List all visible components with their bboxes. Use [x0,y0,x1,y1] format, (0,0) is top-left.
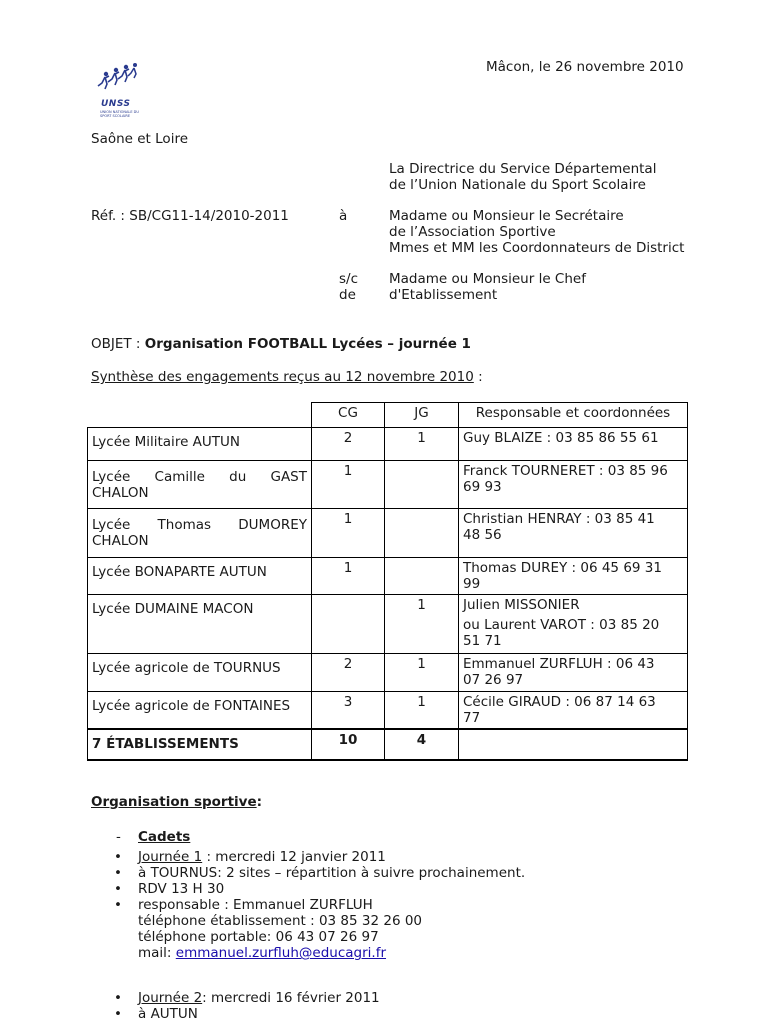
bullet-icon: • [114,990,122,1006]
table-cell-contact [459,654,688,692]
journee-2-list [114,990,380,1022]
table-row [88,461,688,509]
sender-line-2: de l’Union Nationale du Sport Scolaire [389,177,646,193]
logo-text: UNSS [101,99,131,109]
table-row [88,692,688,730]
table-cell-contact-line-1: Thomas DUREY : 06 45 69 31 [463,560,662,576]
table-cell-jg [385,558,459,595]
table-cell-school: Lycée Militaire AUTUN [88,428,312,461]
table-cell-jg [385,509,459,558]
table-header-empty [88,403,312,428]
list-item [114,849,525,865]
bullet-icon: • [114,849,122,865]
table-cell-contact-line-2: 48 56 [463,527,502,543]
table-cell-school [88,509,312,558]
bullet-icon: • [114,865,122,881]
table-cell-jg: 1 [385,654,459,692]
sc-label-1: s/c [339,271,359,287]
sport-heading-suffix: : [256,794,263,810]
table-row [88,595,688,654]
phone-mobile-line: téléphone portable: 06 43 07 26 97 [138,929,379,945]
recipient-line-1: Madame ou Monsieur le Secrétaire [389,208,624,224]
table-header-cg: CG [312,403,385,428]
table-cell-school-line-1: Lycée Camille du GAST [92,469,307,485]
phone-school-line: téléphone établissement : 03 85 32 26 00 [138,913,423,929]
table-cell-contact-line-1: Cécile GIRAUD : 06 87 14 63 [463,694,656,710]
table-header-jg: JG [385,403,459,428]
synthesis-heading: Synthèse des engagements reçus au 12 novembre 2010 [91,369,474,385]
object-label: OBJET : [91,336,145,352]
table-cell-school: Lycée agricole de TOURNUS [88,654,312,692]
object-title: Organisation FOOTBALL Lycées – journée 1 [144,336,471,352]
table-cell-cg: 2 [312,428,385,461]
table-cell-school-line-1: Lycée Thomas DUMOREY [92,517,307,533]
logo-subtitle: UNION NATIONALE DU SPORT SCOLAIRE [100,110,139,118]
tournus-text: à TOURNUS: 2 sites – répartition à suivre prochainement. [138,865,526,881]
table-cell-school: Lycée DUMAINE MACON [88,595,312,654]
table-cell-contact [459,692,688,730]
sport-heading-line [91,794,262,810]
table-cell-school-line-2: CHALON [92,533,149,549]
table-cell-cg: 3 [312,692,385,730]
table-cell-jg [385,461,459,509]
table-cell-jg: 1 [385,595,459,654]
bullet-icon: • [114,881,122,897]
list-item [114,881,525,897]
recipient-line-2: de l’Association Sportive [389,224,556,240]
table-cell-contact-line-2: 99 [463,576,481,592]
runners-icon [94,60,142,100]
journee-2-label: Journée 2 [138,990,203,1006]
bullet-icon: • [114,1006,122,1022]
bullet-icon: • [114,897,122,913]
table-cell-contact-line-1: Franck TOURNERET : 03 85 96 [463,463,668,479]
autun-text: à AUTUN [138,1006,198,1022]
table-cell-school: Lycée BONAPARTE AUTUN [88,558,312,595]
table-total-row [88,729,688,760]
table-cell-cg: 1 [312,509,385,558]
mail-label: mail: [138,945,176,961]
reference: Réf. : SB/CG11-14/2010-2011 [91,208,289,224]
synthesis-suffix: : [473,369,483,385]
table-row [88,509,688,558]
cadets-heading: Cadets [138,829,191,845]
table-cell-contact [459,558,688,595]
table-cell-school-line-2: CHALON [92,485,149,501]
table-cell-cg: 1 [312,558,385,595]
sender-line-1: La Directrice du Service Départemental [389,161,657,177]
department: Saône et Loire [91,131,188,147]
list-item [114,990,380,1006]
table-cell-school [88,461,312,509]
sport-heading: Organisation sportive [91,794,257,810]
table-cell-contact-line-2: ou Laurent VAROT : 03 85 20 [463,617,660,633]
engagements-table [87,402,688,761]
table-header-contact: Responsable et coordonnées [459,403,688,428]
journee-1-list [114,849,525,961]
table-cell-cg: 1 [312,461,385,509]
mail-link[interactable]: emmanuel.zurfluh@educagri.fr [175,945,387,961]
journee-1-label: Journée 1 [138,849,203,865]
list-item [114,865,525,881]
table-cell-contact [459,595,688,654]
table-row [88,428,688,461]
table-cell-contact-line-2: 07 26 97 [463,672,524,688]
table-row [88,654,688,692]
rdv-text: RDV 13 H 30 [138,881,225,897]
place-date: Mâcon, le 26 novembre 2010 [486,59,684,75]
table-total-label: 7 ÉTABLISSEMENTS [88,729,312,760]
table-header-row [88,403,688,428]
table-cell-contact-line-1: Julien MISSONIER [463,597,580,613]
table-cell-contact: Guy BLAIZE : 03 85 86 55 61 [459,428,688,461]
list-item [114,1006,380,1022]
table-cell-contact-line-1: Christian HENRAY : 03 85 41 [463,511,655,527]
sc-label-2: de [339,287,356,303]
table-total-jg: 4 [385,729,459,760]
table-total-empty [459,729,688,760]
list-item [114,897,525,961]
cadets-dash: - [116,829,121,845]
table-total-cg: 10 [312,729,385,760]
sc-line-2: d'Etablissement [389,287,498,303]
recipient-line-3: Mmes et MM les Coordonnateurs de District [389,240,685,256]
table-cell-contact [459,509,688,558]
journee-1-text: : mercredi 12 janvier 2011 [202,849,386,865]
table-cell-cg [312,595,385,654]
table-cell-jg: 1 [385,692,459,730]
journee-2-text: : mercredi 16 février 2011 [202,990,380,1006]
synthesis-heading-line [91,369,483,385]
table-cell-contact-line-1: Emmanuel ZURFLUH : 06 43 [463,656,655,672]
table-cell-contact [459,461,688,509]
sc-line-1: Madame ou Monsieur le Chef [389,271,586,287]
table-cell-contact-line-2: 77 [463,710,481,726]
table-cell-contact-line-2: 69 93 [463,479,502,495]
object-line [91,336,471,352]
responsable-line: responsable : Emmanuel ZURFLUH [138,897,373,913]
table-cell-school: Lycée agricole de FONTAINES [88,692,312,730]
table-cell-jg: 1 [385,428,459,461]
to-label: à [339,208,348,224]
table-cell-cg: 2 [312,654,385,692]
table-cell-contact-line-3: 51 71 [463,633,502,649]
mail-line [138,945,525,961]
table-row [88,558,688,595]
